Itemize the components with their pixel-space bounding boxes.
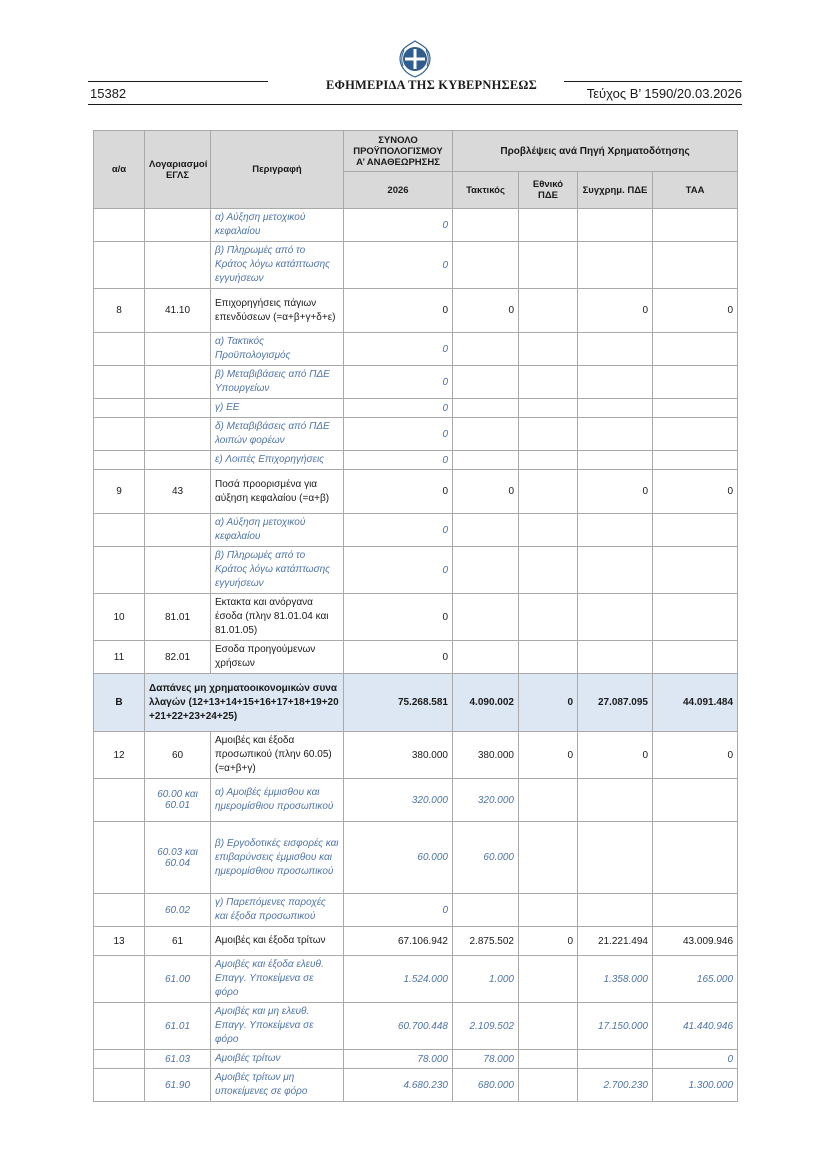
header-year: 2026 [344,172,453,209]
cell-national [519,399,578,418]
cell-aa [94,399,145,418]
cell-cofunded [578,594,653,641]
cell-national [519,209,578,242]
cell-total: 0 [344,418,453,451]
cell-taa [653,242,738,289]
cell-total: 380.000 [344,732,453,779]
cell-regular: 380.000 [453,732,519,779]
cell-national [519,956,578,1003]
cell-regular [453,242,519,289]
table-row [94,242,738,289]
cell-taa: 0 [653,289,738,333]
cell-desc: ε) Λοιπές Επιχορηγήσεις [211,451,344,470]
cell-desc: β) Πληρωμές από το Κράτος λόγω κατάπτωσης εγγυήσεων [211,242,344,289]
cell-regular [453,333,519,366]
cell-total: 0 [344,209,453,242]
cell-national [519,470,578,514]
cell-total: 0 [344,470,453,514]
cell-desc: Αμοιβές τρίτων [211,1050,344,1069]
header-rule-right [564,81,742,82]
cell-cofunded [578,894,653,927]
table-row [94,822,738,894]
cell-cofunded: 17.150.000 [578,1003,653,1050]
cell-aa: 8 [94,289,145,333]
cell-aa: 9 [94,470,145,514]
cell-taa [653,594,738,641]
cell-aa: Β [94,674,145,732]
cell-taa: 44.091.484 [653,674,738,732]
cell-taa: 0 [653,470,738,514]
cell-total: 0 [344,514,453,547]
cell-regular [453,514,519,547]
cell-desc: Αμοιβές και έξοδα ελευθ. Επαγγ. Υποκείμενα σε φόρο [211,956,344,1003]
cell-national [519,594,578,641]
cell-aa [94,1069,145,1102]
cell-desc: Αμοιβές και μη ελευθ. Επαγγ. Υποκείμενα σε φόρο [211,1003,344,1050]
cell-aa [94,956,145,1003]
cell-aa [94,514,145,547]
cell-national [519,547,578,594]
cell-regular: 78.000 [453,1050,519,1069]
cell-desc: Αμοιβές και έξοδα τρίτων [211,927,344,956]
cell-desc: α) Αύξηση μετοχικού κεφαλαίου [211,514,344,547]
page-number: 15382 [90,86,127,101]
cell-taa: 0 [653,732,738,779]
cell-national [519,1069,578,1102]
cell-desc: α) Αμοιβές έμμισθου και ημερομίσθιου προσωπικού [211,779,344,822]
hellenic-republic-emblem-icon [397,40,433,78]
cell-regular: 1.000 [453,956,519,1003]
cell-taa [653,333,738,366]
cell-cofunded [578,366,653,399]
cell-regular: 4.090.002 [453,674,519,732]
cell-aa: 13 [94,927,145,956]
cell-national [519,366,578,399]
cell-cofunded: 0 [578,289,653,333]
cell-aa [94,333,145,366]
cell-cofunded [578,641,653,674]
cell-cofunded [578,822,653,894]
cell-total: 60.000 [344,822,453,894]
cell-desc: Εσοδα προηγούμενων χρήσεων [211,641,344,674]
header-rule-left [88,81,268,82]
cell-cofunded: 1.358.000 [578,956,653,1003]
cell-total: 320.000 [344,779,453,822]
cell-aa [94,242,145,289]
cell-national [519,641,578,674]
cell-total: 0 [344,547,453,594]
cell-code: 60.02 [145,894,211,927]
cell-national [519,514,578,547]
table-row-total [94,674,738,732]
cell-desc: α) Τακτικός Προϋπολογισμός [211,333,344,366]
table-row [94,1050,738,1069]
cell-aa [94,894,145,927]
cell-taa [653,641,738,674]
cell-regular: 0 [453,289,519,333]
table-row [94,956,738,1003]
table-row [94,732,738,779]
cell-cofunded [578,1050,653,1069]
cell-code [145,333,211,366]
cell-code: 61.01 [145,1003,211,1050]
cell-aa [94,209,145,242]
cell-aa: 11 [94,641,145,674]
table-row [94,547,738,594]
cell-national [519,289,578,333]
header-national-pde: Εθνικό ΠΔΕ [519,172,578,209]
cell-cofunded [578,418,653,451]
cell-national [519,451,578,470]
cell-code: 60.00 και 60.01 [145,779,211,822]
cell-aa [94,822,145,894]
cell-national [519,333,578,366]
cell-total: 60.700.448 [344,1003,453,1050]
cell-taa: 165.000 [653,956,738,1003]
cell-taa [653,822,738,894]
cell-desc: Ποσά προορισμένα για αύξηση κεφαλαίου (=α+β) [211,470,344,514]
cell-code: 60 [145,732,211,779]
cell-total: 0 [344,366,453,399]
cell-taa [653,451,738,470]
cell-cofunded: 2.700.230 [578,1069,653,1102]
cell-total: 0 [344,641,453,674]
cell-cofunded: 0 [578,470,653,514]
cell-code [145,547,211,594]
cell-regular [453,894,519,927]
cell-regular [453,209,519,242]
cell-regular [453,418,519,451]
cell-code: 43 [145,470,211,514]
cell-aa [94,451,145,470]
cell-desc: δ) Μεταβιβάσεις από ΠΔΕ λοιπών φορέων [211,418,344,451]
table-row [94,333,738,366]
cell-cofunded: 27.087.095 [578,674,653,732]
table-row [94,594,738,641]
cell-aa [94,779,145,822]
cell-code: 61.00 [145,956,211,1003]
cell-code [145,242,211,289]
cell-national [519,779,578,822]
cell-code [145,418,211,451]
cell-regular [453,547,519,594]
issue-reference: Τεύχος Β’ 1590/20.03.2026 [586,86,742,101]
cell-aa [94,1050,145,1069]
cell-code: 82.01 [145,641,211,674]
cell-total: 67.106.942 [344,927,453,956]
cell-code: 60.03 και 60.04 [145,822,211,894]
cell-total: 0 [344,894,453,927]
table-row [94,894,738,927]
cell-cofunded: 21.221.494 [578,927,653,956]
cell-taa: 1.300.000 [653,1069,738,1102]
cell-code [145,366,211,399]
cell-regular [453,641,519,674]
cell-aa: 10 [94,594,145,641]
table-row [94,514,738,547]
cell-regular [453,451,519,470]
cell-taa [653,547,738,594]
cell-aa [94,366,145,399]
cell-taa [653,779,738,822]
header-taa: ΤΑΑ [653,172,738,209]
table-row [94,209,738,242]
table-row [94,470,738,514]
header-cofunded-pde: Συγχρημ. ΠΔΕ [578,172,653,209]
header-aa: α/α [94,131,145,209]
cell-aa [94,418,145,451]
cell-national [519,1003,578,1050]
header-total-budget: ΣΥΝΟΛΟ ΠΡΟΫΠΟΛΟΓΙΣΜΟΥ Α’ ΑΝΑΘΕΩΡΗΣΗΣ [344,131,453,172]
cell-code [145,399,211,418]
header-rule-bottom [88,104,742,105]
cell-desc: β) Μεταβιβάσεις από ΠΔΕ Υπουργείων [211,366,344,399]
cell-desc: Επιχορηγήσεις πάγιων επενδύσεων (=α+β+γ+δ+ε) [211,289,344,333]
cell-aa: 12 [94,732,145,779]
cell-regular: 60.000 [453,822,519,894]
table-row [94,641,738,674]
cell-total: 4.680.230 [344,1069,453,1102]
cell-taa [653,894,738,927]
cell-cofunded [578,547,653,594]
cell-regular [453,594,519,641]
cell-total: 0 [344,399,453,418]
cell-taa: 43.009.946 [653,927,738,956]
cell-desc: β) Εργοδοτικές εισφορές και επιβαρύνσεις έμμισθου και ημερομίσθιου προσωπικού [211,822,344,894]
cell-code [145,514,211,547]
cell-aa [94,547,145,594]
cell-total: 78.000 [344,1050,453,1069]
cell-desc: Αμοιβές τρίτων μη υποκείμενες σε φόρο [211,1069,344,1102]
cell-cofunded [578,209,653,242]
cell-national: 0 [519,674,578,732]
cell-regular: 680.000 [453,1069,519,1102]
cell-cofunded [578,242,653,289]
cell-taa: 41.440.946 [653,1003,738,1050]
cell-cofunded [578,399,653,418]
header-account: Λογαριασμοί ΕΓΛΣ [145,131,211,209]
cell-desc: γ) Παρεπόμενες παροχές και έξοδα προσωπικού [211,894,344,927]
cell-desc: β) Πληρωμές από το Κράτος λόγω κατάπτωσης εγγυήσεων [211,547,344,594]
header-regular: Τακτικός [453,172,519,209]
table-row [94,418,738,451]
table-row [94,451,738,470]
cell-taa [653,209,738,242]
cell-cofunded: 0 [578,732,653,779]
header-description: Περιγραφή [211,131,344,209]
cell-code [145,451,211,470]
cell-taa [653,366,738,399]
cell-desc: α) Αύξηση μετοχικού κεφαλαίου [211,209,344,242]
cell-total: 0 [344,289,453,333]
table-row [94,779,738,822]
gazette-title: ΕΦΗΜΕΡΙΔΑ ΤΗΣ ΚΥΒΕΡΝΗΣΕΩΣ [326,78,537,92]
cell-national [519,1050,578,1069]
gazette-header [88,38,742,108]
table-row [94,1003,738,1050]
cell-code: 81.01 [145,594,211,641]
cell-total: 0 [344,451,453,470]
cell-regular: 320.000 [453,779,519,822]
cell-national [519,418,578,451]
cell-taa [653,514,738,547]
header-funding: Προβλέψεις ανά Πηγή Χρηματοδότησης [453,131,738,172]
cell-regular [453,366,519,399]
cell-code: 61.03 [145,1050,211,1069]
cell-taa [653,399,738,418]
cell-code: 41.10 [145,289,211,333]
cell-cofunded [578,451,653,470]
cell-cofunded [578,333,653,366]
cell-regular: 2.109.502 [453,1003,519,1050]
table-row [94,366,738,399]
table-row [94,399,738,418]
cell-cofunded [578,779,653,822]
cell-cofunded [578,514,653,547]
cell-taa [653,418,738,451]
cell-desc: Δαπάνες μη χρηματοοικονομικών συναλλαγών (12+13+14+15+16+17+18+19+20+21+22+23+24+25) [145,674,344,732]
budget-table [93,130,738,1102]
cell-aa [94,1003,145,1050]
cell-desc: Εκτακτα και ανόργανα έσοδα (πλην 81.01.04 και 81.01.05) [211,594,344,641]
cell-desc: Αμοιβές και έξοδα προσωπικού (πλην 60.05) (=α+β+γ) [211,732,344,779]
cell-regular: 2.875.502 [453,927,519,956]
cell-national: 0 [519,732,578,779]
cell-total: 0 [344,594,453,641]
cell-national [519,822,578,894]
cell-national: 0 [519,927,578,956]
cell-taa: 0 [653,1050,738,1069]
table-row [94,289,738,333]
cell-total: 0 [344,242,453,289]
cell-code: 61 [145,927,211,956]
cell-national [519,242,578,289]
table-row [94,1069,738,1102]
cell-national [519,894,578,927]
table-row [94,927,738,956]
cell-desc: γ) ΕΕ [211,399,344,418]
cell-code: 61.90 [145,1069,211,1102]
cell-regular: 0 [453,470,519,514]
cell-code [145,209,211,242]
cell-total: 1.524.000 [344,956,453,1003]
cell-regular [453,399,519,418]
cell-total: 75.268.581 [344,674,453,732]
cell-total: 0 [344,333,453,366]
